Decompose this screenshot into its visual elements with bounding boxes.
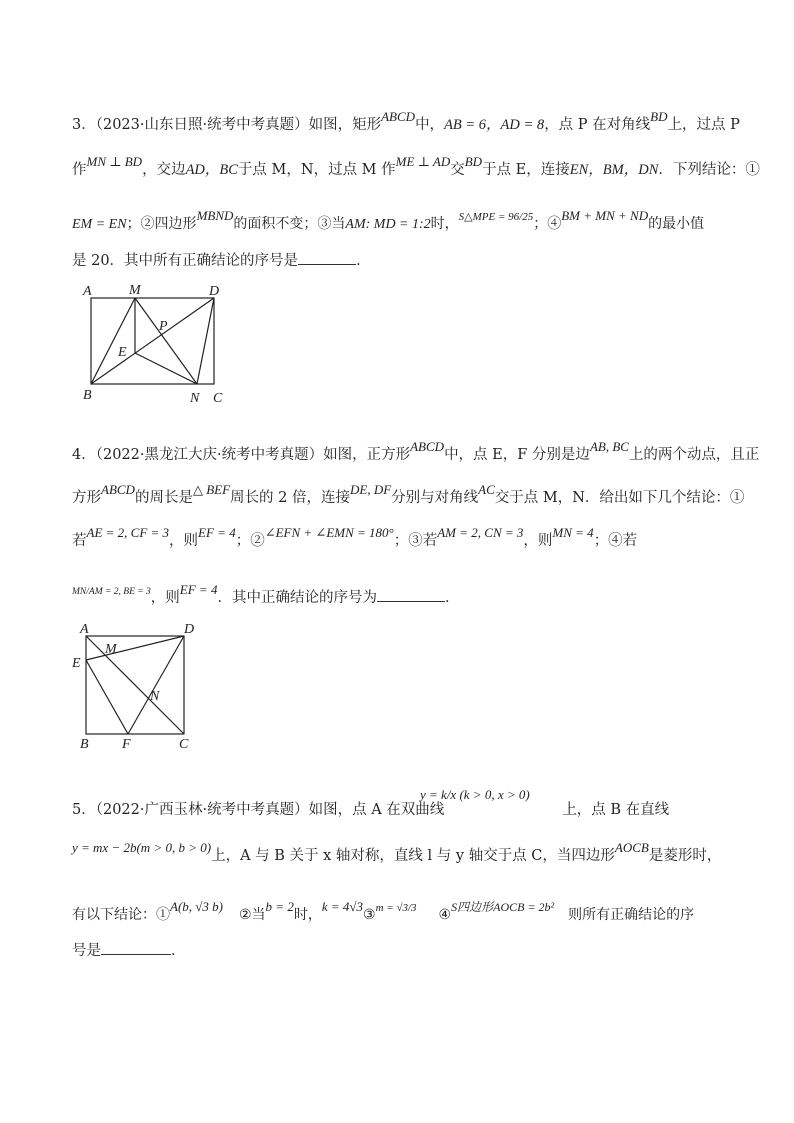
segment-bm: [91, 298, 135, 384]
segment-en: [135, 353, 197, 384]
answer-blank[interactable]: [377, 587, 445, 602]
label-m: M: [105, 642, 117, 657]
label-n: N: [190, 391, 200, 405]
label-m: M: [129, 283, 141, 298]
problem-3-line-3: EM = EN；②四边形MBND的面积不变；③当AM: MD = 1:2时，$^{S\triangle MPE = 96/25}$；④BM + MN + ND的最小值: [72, 208, 705, 232]
diagonal-bd: [91, 298, 214, 384]
label-n: N: [150, 689, 160, 704]
label-c: C: [213, 391, 223, 405]
problem-3-line-4: 是 20．其中所有正确结论的序号是 ．: [72, 250, 371, 271]
segment-df: [128, 636, 184, 734]
answer-blank[interactable]: [298, 250, 356, 265]
segment-de: [86, 636, 184, 660]
label-a: A: [80, 622, 89, 637]
label-f: F: [122, 737, 131, 752]
segment-dn: [197, 298, 214, 384]
problem-5-line-2: y = mx − 2b(m > 0, b > 0)上，A 与 B 关于 x 轴对称，直线 l 与 y 轴交于点 C，当四边形AOCB是菱形时，: [72, 840, 722, 864]
label-b: B: [80, 737, 89, 752]
problem-4-line-1: 4．（2022·黑龙江大庆·统考中考真题）如图，正方形ABCD中，点 E，F 分别是边AB, BC上的两个动点，且正: [72, 439, 760, 463]
segment-mn: [135, 298, 197, 384]
label-c: C: [179, 737, 189, 752]
problem-4-line-3: 若AE = 2, CF = 3，则EF = 4；②∠EFN + ∠EMN = 180°；③若AM = 2, CN = 3，则MN = 4；④若: [72, 525, 638, 549]
problem-3-line-2: 作MN ⊥ BD，交边AD，BC于点 M，N，过点 M 作ME ⊥ AD交BD于点 E，连接EN，BM，DN．下列结论：①: [72, 154, 760, 178]
label-d: D: [184, 622, 195, 637]
problem-3-figure: [80, 280, 240, 405]
problem-4-line-2: 方形ABCD的周长是△ BEF周长的 2 倍，连接DE, DF分别与对角线AC交于点 M，N．给出如下几个结论：①: [72, 482, 745, 506]
problem-5-line-3: 有以下结论：①A(b, √3 b)②当b = 2时，k = 4√3③$^{m = √3/3}$ ④S四边形AOCB = 2b² 则所有正确结论的序: [72, 899, 695, 923]
label-d: D: [209, 284, 220, 299]
problem-5-hyperbola-formula: y = k/x (k > 0, x > 0): [420, 787, 530, 802]
problem-3-line-1: 3．（2023·山东日照·统考中考真题）如图，矩形ABCD中，AB = 6，AD = 8，点 P 在对角线BD上，过点 P: [72, 109, 740, 133]
label-a: A: [83, 284, 92, 299]
label-e: E: [118, 345, 127, 360]
problem-5-line-1: 5．（2022·广西玉林·统考中考真题）如图，点 A 在双曲线 上，点 B 在直线: [72, 802, 670, 818]
label-e: E: [72, 656, 81, 671]
label-p: P: [159, 319, 168, 334]
problem-4-line-4: $^{MN/AM = 2, BE = 3}$，则EF = 4．其中正确结论的序号为 ．: [72, 582, 460, 606]
answer-blank[interactable]: [101, 940, 171, 955]
problem-4-figure: [70, 620, 200, 755]
label-b: B: [83, 388, 92, 403]
problem-5-line-4: 号是 ．: [72, 940, 186, 961]
